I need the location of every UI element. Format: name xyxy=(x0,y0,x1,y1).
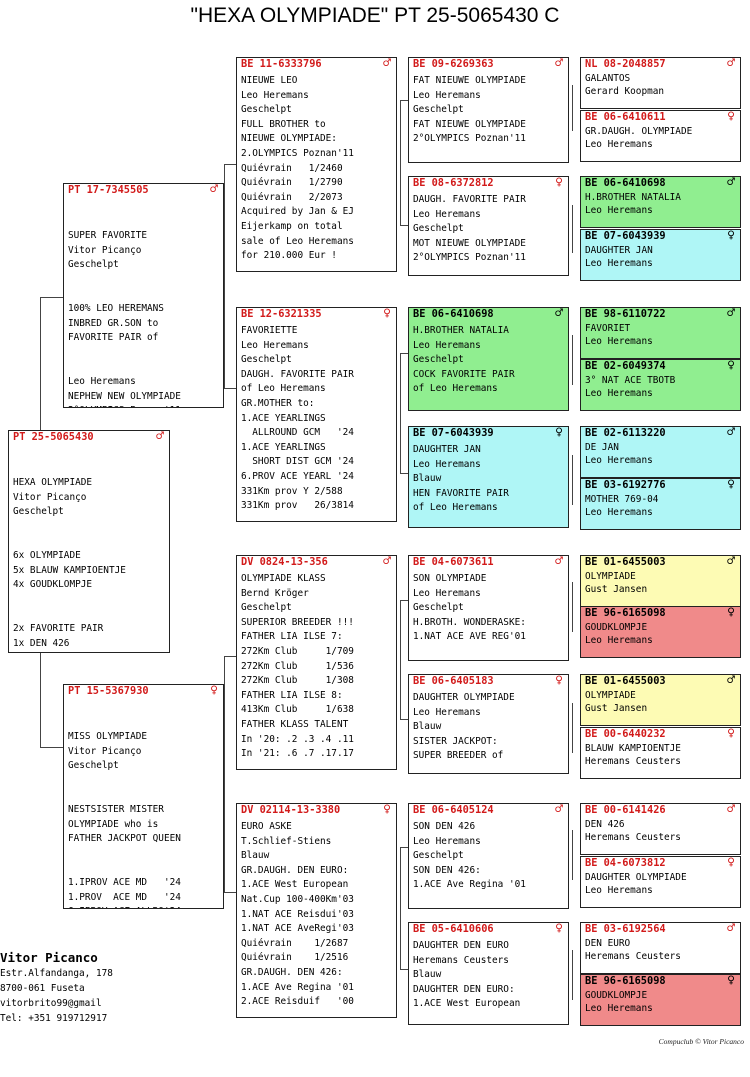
sex-icon: ♀ xyxy=(383,803,391,817)
connector-g2-a-h1 xyxy=(224,164,236,165)
ring-number: BE 00-6141426 xyxy=(585,804,666,816)
connector-g4-8 xyxy=(572,950,573,1000)
sex-icon: ♀ xyxy=(727,110,735,124)
connector-g4-4 xyxy=(572,455,573,505)
connector-g3-2 xyxy=(400,353,401,473)
pigeon-info: DAUGHTER DEN EURO Heremans Ceusters Blauw DAUGHTER DEN EURO: 1.ACE West European xyxy=(413,940,521,1010)
card-header xyxy=(237,804,396,817)
sex-icon: ♀ xyxy=(727,359,735,373)
pigeon-info: DAUGHTER OLYMPIADE Leo Heremans Blauw SISTER JACKPOT: SUPER BREEDER of xyxy=(413,692,515,762)
sex-icon: ♀ xyxy=(727,229,735,243)
ring-number: BE 06-6410698 xyxy=(585,177,666,189)
gen4-card[interactable] xyxy=(580,359,741,411)
pigeon-info: EURO ASKE T.Schlief-Stiens Blauw GR.DAUGH. DEN EURO: 1.ACE West European Nat.Cup 100-400Km'03 1.NAT ACE Reisdui'03 1.NAT ACE AveRegi'03 Quiévrain 1/2687 Quiévrain 1/2516 GR.DAUGH. DEN 426: 1.ACE Ave Regina '01 2.ACE Reisduif '00 xyxy=(241,821,354,1008)
sex-icon: ♀ xyxy=(727,606,735,620)
pigeon-info: DEN EURO Heremans Ceusters xyxy=(585,938,681,963)
connector-g3-1-h xyxy=(400,100,408,101)
sex-icon: ♂ xyxy=(727,922,735,936)
connector-sire-h xyxy=(40,297,64,298)
pigeon-info: DAUGH. FAVORITE PAIR Leo Heremans Geschelpt MOT NIEUWE OLYMPIADE 2°OLYMPICS Poznan'11 xyxy=(413,194,526,264)
pigeon-info: FAVORIET Leo Heremans xyxy=(585,323,653,348)
ring-number: BE 00-6440232 xyxy=(585,728,666,740)
ring-number: DV 02114-13-3380 xyxy=(241,804,341,816)
pigeon-info: OLYMPIADE Gust Jansen xyxy=(585,571,648,596)
ring-number: BE 07-6043939 xyxy=(585,230,666,242)
sex-icon: ♀ xyxy=(555,176,563,190)
connector-g2-b xyxy=(224,656,225,892)
card-header xyxy=(581,308,740,321)
sire-header xyxy=(64,184,223,197)
gen4-card[interactable] xyxy=(580,674,741,726)
connector-g2-b-h2 xyxy=(224,892,236,893)
gen4-card[interactable] xyxy=(580,307,741,359)
pigeon-info: GR.DAUGH. OLYMPIADE Leo Heremans xyxy=(585,126,693,151)
pigeon-info: HEXA OLYMPIADE Vitor Picanço Geschelpt 6x OLYMPIADE 5x BLAUW KAMPIOENTJE 4x GOUDKLOMPJE 2x FAVORITE PAIR 1x DEN 426 xyxy=(13,477,126,649)
card-header xyxy=(581,360,740,373)
ring-number: BE 03-6192564 xyxy=(585,923,666,935)
great-grandparent-card[interactable] xyxy=(408,176,569,276)
sex-icon: ♂ xyxy=(156,430,164,444)
card-header xyxy=(581,728,740,741)
ring-number: BE 06-6410698 xyxy=(413,308,494,320)
pigeon-info: DEN 426 Heremans Ceusters xyxy=(585,819,681,844)
ring-number: BE 02-6113220 xyxy=(585,427,666,439)
sex-icon: ♂ xyxy=(727,426,735,440)
connector-g3-4-h2 xyxy=(400,969,408,970)
gen4-card[interactable] xyxy=(580,426,741,478)
ring-number: BE 04-6073611 xyxy=(413,556,494,568)
pigeon-info: 3° NAT ACE TBOTB Leo Heremans xyxy=(585,375,676,400)
pigeon-info: OLYMPIADE KLASS Bernd Kröger Geschelpt SUPERIOR BREEDER !!! FATHER LIA ILSE 7: 272Km Club 1/709 272Km Club 1/536 272Km Club 1/308 FATHER LIA ILSE 8: 413Km Club 1/638 FATHER KLASS TALENT In '20: .2 .3 .4 .11 In '21: .6 .7 .17.17 xyxy=(241,573,354,760)
ring-number: BE 03-6192776 xyxy=(585,479,666,491)
ring-number: BE 06-6405124 xyxy=(413,804,494,816)
sex-icon: ♀ xyxy=(555,426,563,440)
sex-icon: ♀ xyxy=(383,307,391,321)
pigeon-info: DAUGHTER JAN Leo Heremans Blauw HEN FAVORITE PAIR of Leo Heremans xyxy=(413,444,509,514)
ring-number: BE 02-6049374 xyxy=(585,360,666,372)
ring-number: BE 96-6165098 xyxy=(585,975,666,987)
card-header xyxy=(237,308,396,321)
dam-card[interactable] xyxy=(63,684,224,909)
sex-icon: ♀ xyxy=(210,684,218,698)
ring-number: BE 06-6405183 xyxy=(413,675,494,687)
sex-icon: ♂ xyxy=(210,183,218,197)
gen4-card[interactable] xyxy=(580,229,741,281)
address-line: Estr.Alfandanga, 178 xyxy=(0,968,113,979)
pigeon-info: DE JAN Leo Heremans xyxy=(585,442,653,467)
ring-number: BE 96-6165098 xyxy=(585,607,666,619)
grandparent-card[interactable] xyxy=(236,803,397,1018)
connector-g4-6 xyxy=(572,703,573,753)
card-header xyxy=(581,479,740,492)
pigeon-info: GOUDKLOMPJE Leo Heremans xyxy=(585,622,653,647)
sex-icon: ♂ xyxy=(727,176,735,190)
gen4-card[interactable] xyxy=(580,478,741,530)
card-header xyxy=(409,308,568,321)
card-header xyxy=(581,804,740,817)
card-header xyxy=(581,857,740,870)
sex-icon: ♂ xyxy=(727,555,735,569)
ring-number: BE 06-6410611 xyxy=(585,111,666,123)
grandparent-card[interactable] xyxy=(236,307,397,522)
connector-g3-4 xyxy=(400,847,401,969)
address-line: 8700-061 Fuseta xyxy=(0,983,85,994)
card-header xyxy=(581,58,740,71)
card-header xyxy=(409,427,568,440)
great-grandparent-card[interactable] xyxy=(408,922,569,1025)
connector-g3-1 xyxy=(400,100,401,225)
card-header xyxy=(581,177,740,190)
card-header xyxy=(581,111,740,124)
footer-credit: Compuclub © Vitor Picanco xyxy=(658,1037,744,1046)
ring-number: BE 98-6110722 xyxy=(585,308,666,320)
connector-g4-7 xyxy=(572,830,573,880)
card-header xyxy=(581,427,740,440)
connector-g3-3 xyxy=(400,600,401,719)
pigeon-info: GOUDKLOMPJE Leo Heremans xyxy=(585,990,653,1015)
sex-icon: ♂ xyxy=(727,307,735,321)
gen4-card[interactable] xyxy=(580,856,741,908)
sex-icon: ♂ xyxy=(383,555,391,569)
pigeon-info: SON OLYMPIADE Leo Heremans Geschelpt H.BROTH. WONDERASKE: 1.NAT ACE AVE REG'01 xyxy=(413,573,526,643)
ring-number: BE 07-6043939 xyxy=(413,427,494,439)
connector-dam xyxy=(40,652,41,747)
gen4-card[interactable] xyxy=(580,974,741,1026)
ring-number: DV 0824-13-356 xyxy=(241,556,328,568)
ring-number: NL 08-2048857 xyxy=(585,58,666,70)
ring-number: PT 17-7345505 xyxy=(68,184,149,196)
card-header xyxy=(581,556,740,569)
pigeon-info: DAUGHTER JAN Leo Heremans xyxy=(585,245,653,270)
pigeon-info: H.BROTHER NATALIA Leo Heremans Geschelpt COCK FAVORITE PAIR of Leo Heremans xyxy=(413,325,515,395)
ring-number: BE 04-6073812 xyxy=(585,857,666,869)
sex-icon: ♂ xyxy=(727,57,735,71)
pigeon-info: MISS OLYMPIADE Vitor Picanço Geschelpt NESTSISTER MISTER OLYMPIADE who is FATHER JACKPOT QUEEN 1.IPROV ACE MD '24 1.PROV ACE MD '24 xyxy=(68,731,181,903)
card-header xyxy=(409,556,568,569)
ring-number: BE 12-6321335 xyxy=(241,308,322,320)
grandparent-card[interactable] xyxy=(236,555,397,770)
sex-icon: ♂ xyxy=(555,307,563,321)
gen4-card[interactable] xyxy=(580,176,741,228)
pigeon-info: BLAUW KAMPIOENTJE Heremans Ceusters xyxy=(585,743,681,768)
card-header xyxy=(409,177,568,190)
sire-card[interactable] xyxy=(63,183,224,408)
sex-icon: ♂ xyxy=(727,803,735,817)
pigeon-info: FAVORIETTE Leo Heremans Geschelpt DAUGH. FAVORITE PAIR of Leo Heremans GR.MOTHER to: 1.ACE YEARLINGS ALLROUND GCM '24 1.ACE YEARLINGS SHORT DIST GCM '24 6.PROV ACE YEARL '24 331Km prov Y 2/588 331Km prov 26/3814 xyxy=(241,325,354,512)
connector-g3-4-h xyxy=(400,847,408,848)
pigeon-info: OLYMPIADE Gust Jansen xyxy=(585,690,648,715)
sex-icon: ♀ xyxy=(727,478,735,492)
sex-icon: ♀ xyxy=(555,674,563,688)
connector-g3-3-h xyxy=(400,600,408,601)
gen4-card[interactable] xyxy=(580,57,741,109)
pigeon-info: DAUGHTER OLYMPIADE Leo Heremans xyxy=(585,872,687,897)
dam-header xyxy=(64,685,223,698)
connector-dam-h xyxy=(40,747,64,748)
great-grandparent-card[interactable] xyxy=(408,307,569,411)
card-header xyxy=(581,230,740,243)
breeder-contact xyxy=(0,950,200,1026)
sex-icon: ♀ xyxy=(727,727,735,741)
great-grandparent-card[interactable] xyxy=(408,57,569,163)
ring-number: BE 01-6455003 xyxy=(585,675,666,687)
sex-icon: ♂ xyxy=(555,803,563,817)
card-header xyxy=(409,58,568,71)
sex-icon: ♀ xyxy=(727,856,735,870)
ring-number: PT 25-5065430 xyxy=(13,431,94,443)
connector-g3-1-h2 xyxy=(400,225,408,226)
sex-icon: ♂ xyxy=(727,674,735,688)
pigeon-info: SUPER FAVORITE Vitor Picanço Geschelpt 100% LEO HEREMANS INBRED GR.SON to FAVORITE PAIR of Leo Heremans NEPHEW NEW OLYMPIADE xyxy=(68,230,181,402)
phone-line: Tel: +351 919712917 xyxy=(0,1013,108,1024)
gen4-card[interactable] xyxy=(580,555,741,607)
gen4-card[interactable] xyxy=(580,110,741,162)
connector-g3-2-h2 xyxy=(400,473,408,474)
pigeon-info: NIEUWE LEO Leo Heremans Geschelpt FULL BROTHER to NIEUWE OLYMPIADE: 2.OLYMPICS Poznan'11 Quiévrain 1/2460 Quiévrain 1/2790 Quiévrain 2/2073 Acquired by Jan & EJ Eijerkamp on total sale of Leo Heremans for 210.000 Eur ! xyxy=(241,75,354,262)
card-header xyxy=(581,675,740,688)
pigeon-info: MOTHER 769-04 Leo Heremans xyxy=(585,494,659,519)
great-grandparent-card[interactable] xyxy=(408,555,569,661)
ring-number: BE 01-6455003 xyxy=(585,556,666,568)
gen4-card[interactable] xyxy=(580,803,741,855)
connector-g3-2-h xyxy=(400,353,408,354)
grandparent-card[interactable] xyxy=(236,57,397,272)
connector-g4-5 xyxy=(572,582,573,632)
pigeon-info: SON DEN 426 Leo Heremans Geschelpt SON DEN 426: 1.ACE Ave Regina '01 xyxy=(413,821,526,891)
sex-icon: ♀ xyxy=(555,922,563,936)
ring-number: BE 08-6372812 xyxy=(413,177,494,189)
card-header xyxy=(581,975,740,988)
sex-icon: ♂ xyxy=(555,57,563,71)
gen4-card[interactable] xyxy=(580,606,741,658)
connector-g2-a-h2 xyxy=(224,388,236,389)
card-header xyxy=(581,923,740,936)
page-title: "HEXA OLYMPIADE" PT 25-5065430 C xyxy=(190,4,560,27)
card-header xyxy=(581,607,740,620)
subject-header xyxy=(9,431,169,444)
ring-number: BE 09-6269363 xyxy=(413,58,494,70)
subject-card[interactable] xyxy=(8,430,170,653)
ring-number: PT 15-5367930 xyxy=(68,685,149,697)
connector-g4-1 xyxy=(572,85,573,131)
card-header xyxy=(237,556,396,569)
pigeon-info: FAT NIEUWE OLYMPIADE Leo Heremans Geschelpt FAT NIEUWE OLYMPIADE 2°OLYMPICS Poznan'11 xyxy=(413,75,526,145)
connector-g3-3-h2 xyxy=(400,719,408,720)
ring-number: BE 11-6333796 xyxy=(241,58,322,70)
pigeon-info: H.BROTHER NATALIA Leo Heremans xyxy=(585,192,681,217)
breeder-name: Vitor Picanco xyxy=(0,950,98,965)
pigeon-info: GALANTOS Gerard Koopman xyxy=(585,73,665,98)
ring-number: BE 05-6410606 xyxy=(413,923,494,935)
sex-icon: ♂ xyxy=(383,57,391,71)
card-header xyxy=(409,804,568,817)
gen4-card[interactable] xyxy=(580,727,741,779)
connector-sire xyxy=(40,297,41,432)
connector-g2-a xyxy=(224,164,225,388)
card-header xyxy=(409,923,568,936)
card-header xyxy=(409,675,568,688)
connector-g2-b-h1 xyxy=(224,656,236,657)
connector-g4-3 xyxy=(572,335,573,385)
sex-icon: ♀ xyxy=(727,974,735,988)
great-grandparent-card[interactable] xyxy=(408,674,569,774)
sex-icon: ♂ xyxy=(555,555,563,569)
email-line: vitorbrito99@gmail xyxy=(0,998,102,1009)
connector-g4-2 xyxy=(572,205,573,253)
great-grandparent-card[interactable] xyxy=(408,426,569,528)
great-grandparent-card[interactable] xyxy=(408,803,569,909)
card-header xyxy=(237,58,396,71)
gen4-card[interactable] xyxy=(580,922,741,974)
